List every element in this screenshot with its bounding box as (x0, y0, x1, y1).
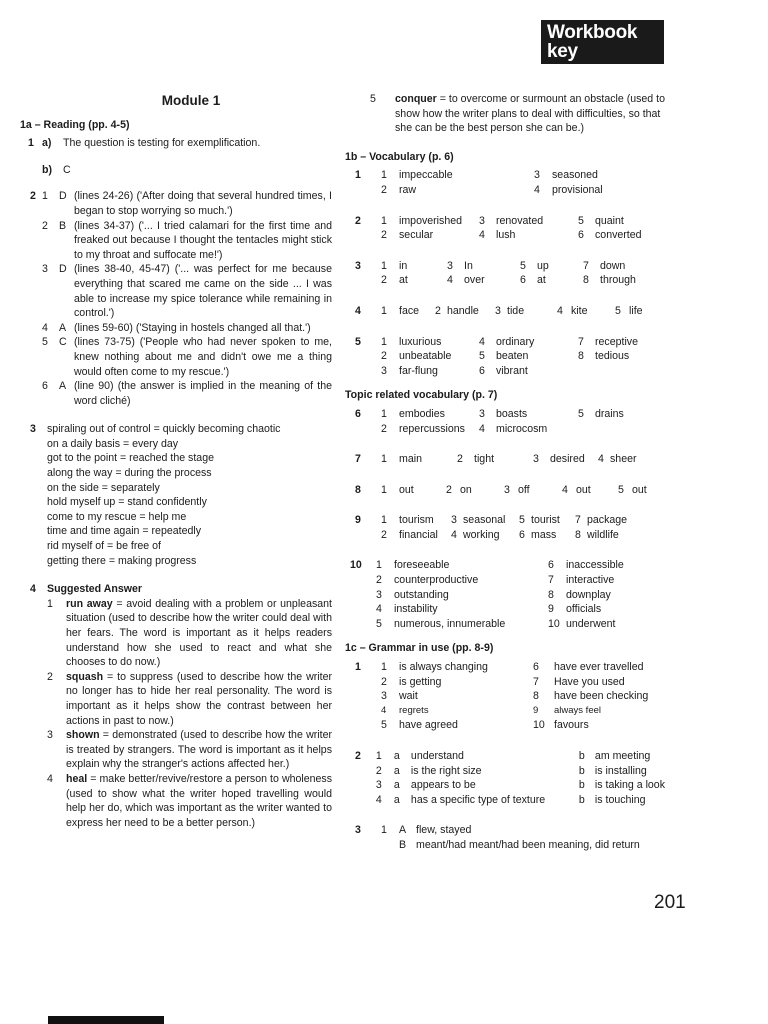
banner-line1: Workbook (547, 22, 638, 43)
workbook-key-banner (538, 20, 664, 64)
grammar-q3: 3 1 A flew, stayed B meant/had meant/had been meaning, did return (355, 824, 640, 851)
vocab-q2: 2 1 impoverished 3 renovated 5 quaint 2 secular 4 lush 6 converted (355, 214, 642, 242)
vocab-q5: 5 1 luxurious 4 ordinary 7 receptive 2 unbeatable 5 beaten 8 tedious 3 far-flung 6 vibrant (355, 335, 638, 377)
list-item: 3 D (lines 38-40, 45-47) ('... was perfect for me because everything that scared me came on the side ... I was able to increase my spice tolerance while remaining in control.') (42, 263, 332, 320)
list-item: rid myself of = be free of (47, 540, 161, 553)
list-item: on a daily basis = every day (47, 437, 179, 450)
reading-q4-heading: 4 Suggested Answer (30, 583, 142, 596)
list-item: got to the point = reached the stage (47, 452, 214, 465)
list-item: 3 shown = demonstrated (used to describe how the writer is treated by strangers. The word is important as it helps explain why the stranger's actions affected her.) (47, 729, 332, 771)
topic-q8: 8 1 out 2 on 3 off 4 out 5 out (355, 483, 647, 496)
grammar-heading: 1c – Grammar in use (pp. 8-9) (345, 642, 494, 655)
reading-q2 (20, 189, 332, 408)
list-item: spiraling out of control = quickly becoming chaotic (47, 423, 281, 436)
reading-q1a: 1 a) The question is testing for exemplification. (28, 137, 261, 150)
topic-q9: 9 1 tourism 3 seasonal 5 tourist 7 package 2 financial 4 working 6 mass 8 wildlife (355, 514, 628, 541)
list-item: 1 run away = avoid dealing with a problem or unpleasant situation (used to describe how the writer could deal with her fears. The word is important as it helps readers understand how she used to react and what she chooses to do now.) (47, 597, 332, 669)
list-item: 2 B (lines 34-37) ('... I tried calamari for the first time and freaked out because I thought the tentacles might stick to my throat and suffocate me!') (42, 219, 332, 261)
reading-heading: 1a – Reading (pp. 4-5) (20, 118, 130, 131)
reading-q3: 3 spiraling out of control = quickly becoming chaotic on a daily basis = every day got to the point = reached the stage along the way = during the process on the side = separately hold myself up = stand confidently come to my rescue = help me time and time again = repeatedly rid myself of = be free of getting there = making progress (20, 422, 332, 568)
list-item: 4 A (lines 59-60) ('Staying in hostels changed all that.') (42, 321, 311, 334)
vocab-heading: 1b – Vocabulary (p. 6) (345, 150, 454, 163)
list-item: hold myself up = stand confidently (47, 496, 207, 509)
list-item: along the way = during the process (47, 467, 212, 480)
list-item: come to my rescue = help me (47, 510, 187, 523)
banner-line2: key (547, 41, 578, 62)
grammar-q1: 1 1 is always changing 6 have ever travelled 2 is getting 7 Have you used 3 wait 8 have been checking 4 regrets 9 always feel 5 have agreed 10 favours (355, 661, 649, 732)
list-item: on the side = separately (47, 481, 160, 494)
reading-q1b: b) C (42, 163, 71, 176)
list-item: getting there = making progress (47, 554, 197, 567)
list-item: time and time again = repeatedly (47, 525, 201, 538)
list-item: 6 A (line 90) (the answer is implied in the meaning of the word cliché) (42, 380, 332, 407)
vocab-q3: 3 1 in 3 In 5 up 7 down 2 at 4 over 6 at 8 through (355, 259, 636, 287)
list-item: 4 heal = make better/revive/restore a person to wholeness (used to show what the writer hoped travelling would help her do, which was important as the writer wanted to express her need to be a better person.) (47, 772, 332, 829)
list-item: 2 1 D (lines 24-26) ('After doing that several hundred times, I began to stop worrying so much.') (30, 190, 332, 217)
list-item: 5 conquer = to overcome or surmount an obstacle (used to show how the writer plans to deal with difficulties, so that she can be the best person she can be.) (370, 93, 665, 135)
list-item: 2 squash = to suppress (used to describe how the writer no longer has to hide her real personality. The word is important as it helps show the contrast between her actions in past to now.) (47, 670, 332, 727)
topic-q7: 7 1 main 2 tight 3 desired 4 sheer (355, 453, 637, 466)
list-item: 5 C (lines 73-75) ('People who had never spoken to me, knew nothing about me and didn't owe me a thing would often come to my rescue.') (42, 336, 332, 378)
topic-heading: Topic related vocabulary (p. 7) (345, 389, 498, 402)
left-column (20, 92, 332, 830)
module-title: Module 1 (161, 93, 221, 108)
topic-q10: 10 1 foreseeable 6 inaccessible 2 counterproductive 7 interactive 3 outstanding 8 downplay 4 instability 9 officials 5 numerous, innumerable 10 underwent (350, 559, 624, 630)
topic-q6: 6 1 embodies 3 boasts 5 drains 2 repercussions 4 microcosm (355, 407, 624, 435)
vocab-q4: 4 1 face 2 handle 3 tide 4 kite 5 life (355, 304, 643, 317)
page-number: 201 (654, 892, 686, 913)
right-column (345, 92, 665, 853)
banner-stripe (538, 20, 541, 64)
bottom-tab-bar (48, 1016, 164, 1024)
vocab-q1: 1 1 impeccable 3 seasoned 2 raw 4 provisional (355, 169, 603, 196)
grammar-q2: 2 1 a understand b am meeting 2 a is the right size b is installing 3 a appears to be b is taking a look 4 a has a specific type of texture b is touching (355, 750, 665, 806)
